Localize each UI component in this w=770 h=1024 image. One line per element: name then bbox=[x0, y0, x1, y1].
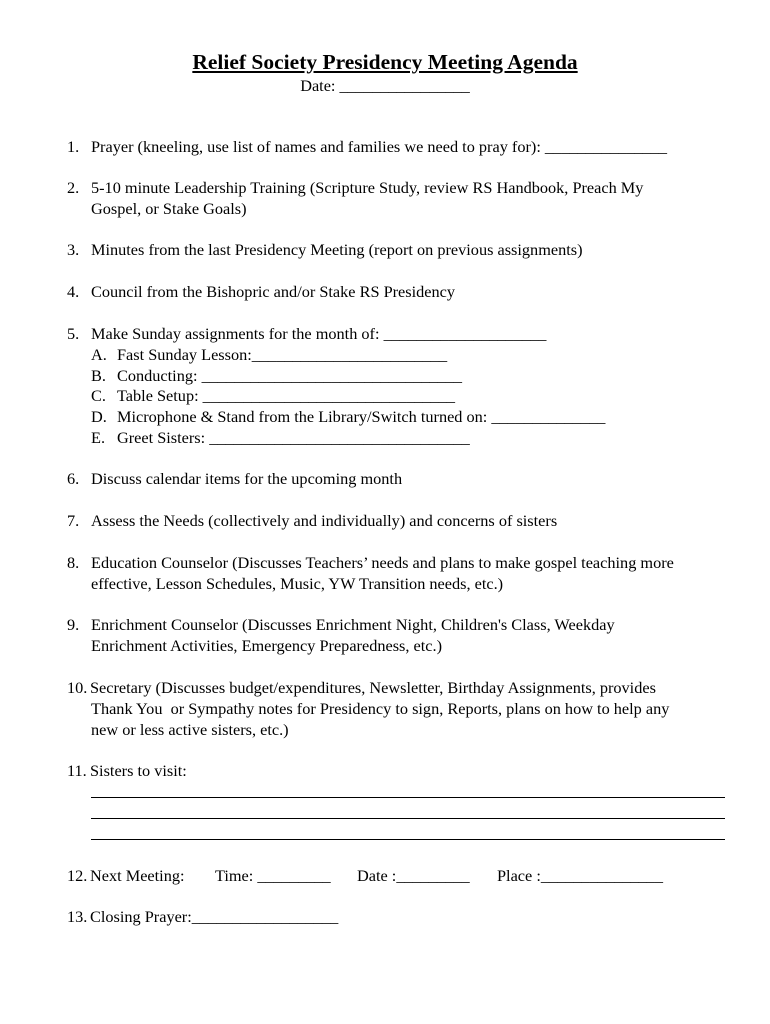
list-item bbox=[67, 553, 757, 595]
item-text: Prayer (kneeling, use list of names and families we need to pray for): _______________ bbox=[91, 137, 668, 156]
list-item bbox=[67, 678, 757, 740]
assignment-item[interactable] bbox=[67, 345, 757, 366]
date-field[interactable]: Date: ________________ bbox=[300, 76, 470, 95]
meeting-time-field[interactable]: Time: _________ bbox=[215, 866, 331, 885]
item-number: 7. bbox=[67, 511, 80, 530]
item-text: Make Sunday assignments for the month of: ____________________ bbox=[91, 324, 547, 343]
item-number: 2. bbox=[67, 178, 80, 197]
list-item bbox=[67, 137, 757, 158]
item-number: 1. bbox=[67, 137, 80, 156]
list-item bbox=[67, 907, 757, 928]
item-number: 10. bbox=[67, 678, 88, 697]
item-text: Education Counselor (Discusses Teachers’ needs and plans to make gospel teaching more bbox=[91, 553, 674, 572]
assignment-item[interactable] bbox=[67, 428, 757, 449]
item-number: 5. bbox=[67, 324, 80, 343]
assignment-text: Microphone & Stand from the Library/Switch turned on: ______________ bbox=[117, 407, 606, 427]
item-text: Thank You or Sympathy notes for Presidency to sign, Reports, plans on how to help any bbox=[91, 698, 670, 718]
item-text: 5-10 minute Leadership Training (Scripture Study, review RS Handbook, Preach My bbox=[91, 178, 644, 197]
item-number: 8. bbox=[67, 553, 80, 572]
sisters-blank-line[interactable] bbox=[91, 839, 725, 840]
meeting-place-field[interactable]: Place :_______________ bbox=[497, 866, 663, 885]
item-text: Discuss calendar items for the upcoming month bbox=[91, 469, 403, 488]
item-text: Minutes from the last Presidency Meeting (report on previous assignments) bbox=[91, 240, 583, 259]
assignment-letter: A. bbox=[91, 344, 107, 364]
assignment-letter: B. bbox=[91, 365, 106, 385]
list-item bbox=[67, 615, 757, 657]
item-text: Council from the Bishopric and/or Stake RS Presidency bbox=[91, 282, 456, 301]
item-text: Assess the Needs (collectively and individually) and concerns of sisters bbox=[91, 511, 558, 530]
item-number: 4. bbox=[67, 282, 80, 301]
list-item bbox=[67, 761, 757, 782]
sisters-blank-line[interactable] bbox=[91, 818, 725, 819]
item-text: Enrichment Counselor (Discusses Enrichment Night, Children's Class, Weekday bbox=[91, 615, 615, 634]
assignment-item[interactable] bbox=[67, 366, 757, 387]
assignment-letter: E. bbox=[91, 427, 106, 447]
next-meeting-row bbox=[67, 866, 757, 887]
assignment-item[interactable] bbox=[67, 386, 757, 407]
list-item bbox=[67, 178, 757, 220]
item-text: Enrichment Activities, Emergency Preparedness, etc.) bbox=[91, 635, 442, 655]
item-text: Next Meeting: bbox=[90, 866, 185, 885]
assignment-letter: D. bbox=[91, 407, 107, 427]
item-text: Secretary (Discusses budget/expenditures, Newsletter, Birthday Assignments, provides bbox=[90, 678, 656, 697]
item-number: 6. bbox=[67, 469, 80, 488]
item-number: 13. bbox=[67, 907, 88, 926]
list-item bbox=[67, 240, 757, 261]
item-text: Sisters to visit: bbox=[90, 761, 187, 780]
item-number: 11. bbox=[67, 761, 87, 780]
item-text: new or less active sisters, etc.) bbox=[91, 719, 289, 739]
item-text: effective, Lesson Schedules, Music, YW Transition needs, etc.) bbox=[91, 573, 504, 593]
assignment-item[interactable] bbox=[67, 407, 757, 428]
assignment-text: Greet Sisters: ________________________________ bbox=[117, 427, 470, 447]
list-item bbox=[67, 511, 757, 532]
item-number: 3. bbox=[67, 240, 80, 259]
assignment-text: Table Setup: _______________________________ bbox=[117, 386, 456, 406]
list-item bbox=[67, 282, 757, 303]
item-number: 9. bbox=[67, 615, 80, 634]
assignment-letter: C. bbox=[91, 386, 106, 406]
list-item bbox=[67, 469, 757, 490]
item-text: Closing Prayer:__________________ bbox=[90, 907, 339, 926]
page-title: Relief Society Presidency Meeting Agenda bbox=[192, 50, 578, 74]
list-item bbox=[67, 324, 757, 449]
assignment-text: Fast Sunday Lesson:________________________ bbox=[117, 344, 448, 364]
meeting-date-field[interactable]: Date :_________ bbox=[357, 866, 470, 885]
assignment-text: Conducting: ________________________________ bbox=[117, 365, 463, 385]
item-text: Gospel, or Stake Goals) bbox=[91, 198, 247, 218]
sisters-blank-line[interactable] bbox=[91, 797, 725, 798]
item-number: 12. bbox=[67, 866, 88, 885]
